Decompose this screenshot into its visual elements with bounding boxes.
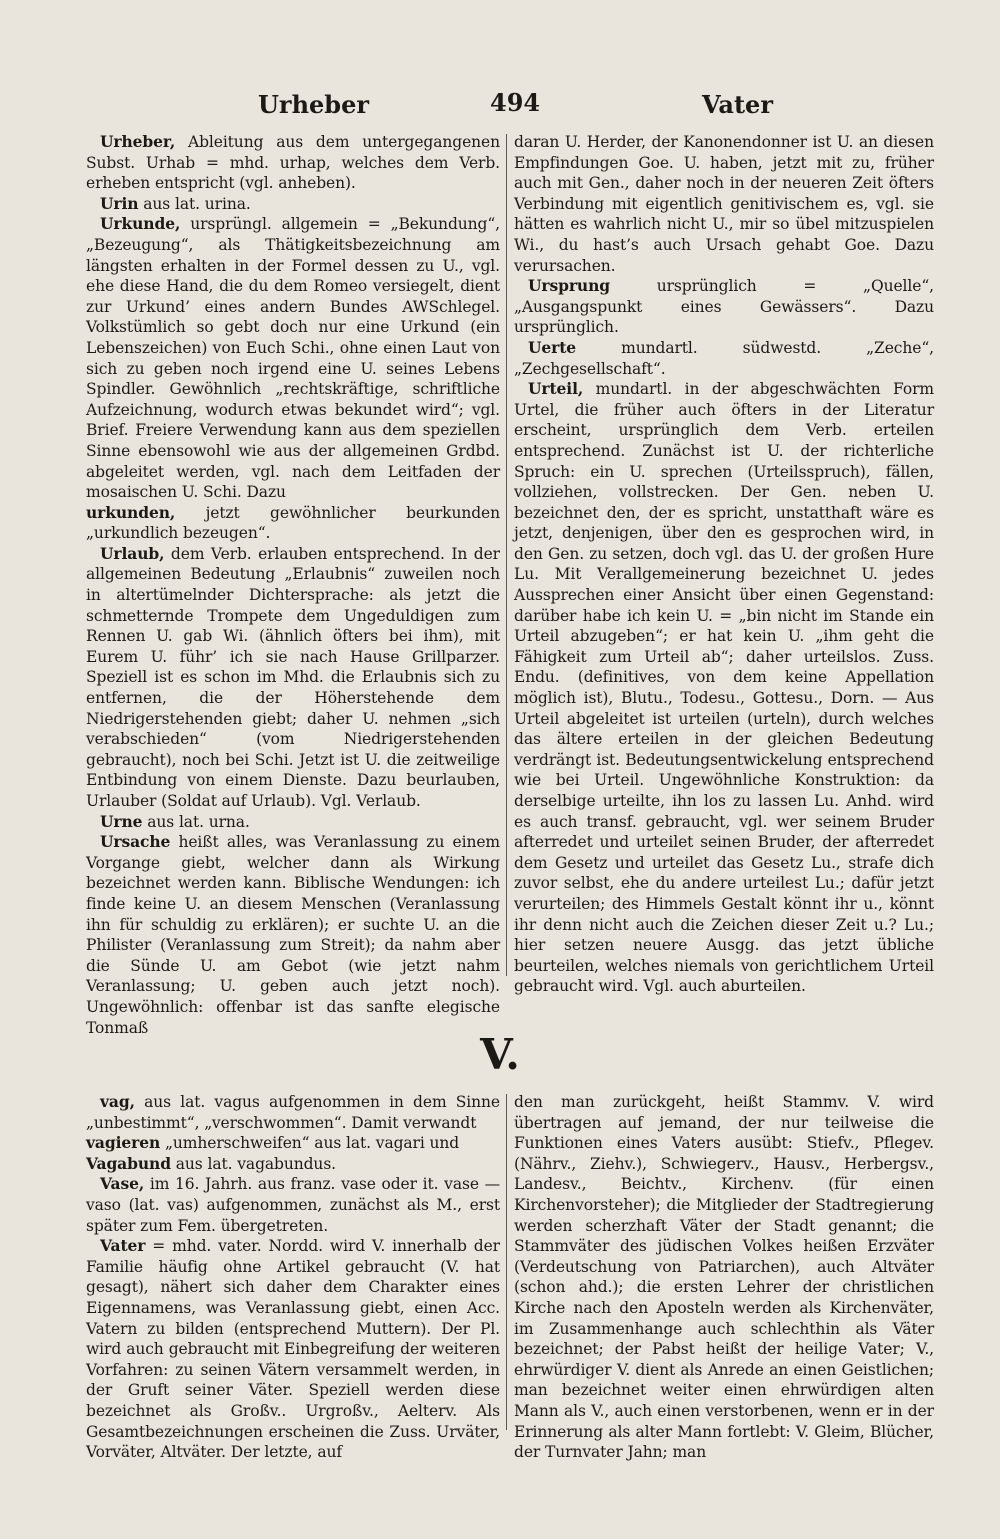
dictionary-entry	[86, 1174, 500, 1236]
dictionary-entry	[86, 194, 500, 215]
dictionary-entry	[86, 214, 500, 502]
dictionary-entry	[86, 1236, 500, 1463]
dictionary-entry	[86, 544, 500, 812]
entry-text: jetzt gewöhnlicher beurkunden „urkundlich bezeugen“.	[86, 503, 500, 543]
dictionary-entry	[514, 379, 934, 997]
dictionary-entry	[514, 1092, 934, 1463]
column-divider-upper	[506, 134, 507, 976]
dictionary-entry	[86, 812, 500, 833]
entry-headword: urkunden,	[86, 502, 176, 522]
entry-text: Ableitung aus dem untergegangenen Subst. Urhab = mhd. urhap, welches dem Verb. erheben entspricht (vgl. anheben).	[86, 133, 500, 193]
dictionary-entry	[86, 832, 500, 1038]
entry-text: aus lat. urina.	[138, 194, 251, 213]
left-headword: Urheber	[258, 90, 369, 119]
column-divider-lower	[506, 1094, 507, 1430]
entry-text: daran U. Herder, der Kanonendonner ist U. an diesen Empfindungen Goe. U. haben, jetzt mit zu, früher auch mit Gen., daher noch in der neueren Zeit öfters Verbindung mit eigentlich genitivischem es, vgl. sie hätten es wahrlich nicht U., mir so übel mitzuspielen Wi., du hast’s auch Ursach gehabt Goe. Dazu verursachen.	[514, 133, 934, 275]
upper-right-column	[514, 132, 934, 997]
entry-headword: Urheber,	[100, 132, 176, 151]
dictionary-entry	[86, 132, 500, 194]
entry-text: aus lat. urna.	[142, 812, 250, 831]
entry-text: dem Verb. erlauben entsprechend. In der allgemeinen Bedeutung „Erlaubnis“ zuweilen noch in altertümelnder Dichtersprache: als jetzt die schmetternde Trompete dem Ungeduldigen zum Rennen U. gab Wi. (ähnlich öfters bei ihm), mit Eurem U. führ’ ich sie nach Hause Grillparzer. Speziell ist es schon im Mhd. die Erlaubnis sich zu entfernen, die der Höherstehende dem Niedrigerstehenden giebt; daher U. nehmen „sich verabschieden“ (vom Niedrigerstehenden gebraucht), noch bei Schi. Jetzt ist U. die zeitweilige Entbindung von einem Dienste. Dazu beurlauben, Urlauber (Soldat auf Urlaub). Vgl. Verlaub.	[86, 544, 500, 810]
entry-headword: Ursache	[100, 832, 171, 852]
entry-headword: Urteil,	[528, 379, 584, 399]
entry-text: „umherschweifen“ aus lat. vagari und	[160, 1134, 460, 1153]
entry-headword: Urin	[100, 193, 139, 213]
entry-headword: vagieren	[86, 1133, 161, 1153]
entry-text: ursprüngl. allgemein = „Bekundung“, „Bezeugung“, als Thätigkeitsbezeichnung am längsten erhalten in der Formel dessen zu U., vgl. ehe diese Hand, die du dem Romeo versiegelt, dient zur Urkund’ eines andern Bundes AWSchlegel. Volkstümlich so gebt doch nur eine Urkund (ein Lebenszeichen) von Euch Schi., ohne einen Laut von sich zu geben noch irgend eine U. seines Lebens Spindler. Gewöhnlich „rechtskräftige, schriftliche Aufzeichnung, wodurch etwas bekundet wird“; vgl. Brief. Freiere Verwendung kann aus dem speziellen Sinne ebensowohl wie aus der allgemeinen Grdbd. abgeleitet werden, vgl. nach dem Leitfaden der mosaischen U. Schi. Dazu	[86, 215, 500, 502]
entry-headword: Urlaub,	[100, 543, 165, 563]
lower-right-column	[514, 1092, 934, 1463]
entry-text: im 16. Jahrh. aus franz. vase oder it. vase — vaso (lat. vas) aufgenommen, zunächst als M., erst später zum Fem. übergetreten.	[86, 1175, 500, 1235]
entry-headword: Vagabund	[86, 1153, 171, 1173]
upper-left-column	[86, 132, 500, 1038]
entry-text: = mhd. vater. Nordd. wird V. innerhalb der Familie häufig ohne Artikel gebraucht (V. hat gesagt), nähert sich daher dem Charakter eines Eigennamens, was Veranlassung giebt, einen Acc. Vatern zu bilden (entsprechend Muttern). Der Pl. wird auch gebraucht mit Einbegreifung der weiteren Vorfahren: zu seinen Vätern versammelt werden, in der Gruft seiner Väter. Speziell werden diese bezeichnet als Großv.. Urgroßv., Aelterv. Als Gesamtbezeichnungen erscheinen die Zuss. Urväter, Vorväter, Altväter. Der letzte, auf	[86, 1237, 500, 1462]
lower-left-column	[86, 1092, 500, 1463]
entry-headword: Uerte	[528, 337, 577, 357]
entry-headword: Urkunde,	[100, 214, 181, 234]
dictionary-entry	[514, 338, 934, 379]
entry-headword: vag,	[100, 1092, 135, 1111]
entry-text: heißt alles, was Veranlassung zu einem Vorgange giebt, welcher dann als Wirkung bezeichnet werden kann. Biblische Wendungen: ich finde keine U. an diesem Menschen (Veranlassung ihn für schuldig zu erklären); er suchte U. an die Philister (Veranlassung zum Streit); da nahm aber die Sünde U. am Gebot (wie jetzt nahm Veranlassung; U. geben auch jetzt noch). Ungewöhnlich: offenbar ist das sanfte elegische Tonmaß	[86, 833, 500, 1037]
section-letter: V.	[480, 1030, 520, 1079]
dictionary-entry	[86, 503, 500, 544]
dictionary-entry	[514, 132, 934, 276]
entry-text: den man zurückgeht, heißt Stammv. V. wird übertragen auf jemand, der nur teilweise die Funktionen eines Vaters ausübt: Stiefv., Pflegev. (Nährv., Ziehv.), Schwiegerv., Hausv., Herbergsv., Landesv., Beichtv., Kirchenv. (für einen Kirchenvorsteher); die Mitglieder der Stadtregierung werden scherzhaft Väter der Stadt genannt; die Stammväter des jüdischen Volkes heißen Erzväter (Verdeutschung von Patriarchen), auch Altväter (schon ahd.); die ersten Lehrer der christlichen Kirche nach den Aposteln werden als Kirchenväter, im Zusammenhange auch schlechthin als Väter bezeichnet; der Pabst heißt der heilige Vater; V., ehrwürdiger V. dient als Anrede an einen Geistlichen; man bezeichnet weiter einen ehrwürdigen alten Mann als V., auch einen verstorbenen, wenn er in der Erinnerung als alter Mann fortlebt: V. Gleim, Blücher, der Turnvater Jahn; man	[514, 1093, 934, 1462]
dictionary-entry	[86, 1154, 500, 1175]
entry-text: ursprünglich = „Quelle“, „Ausgangspunkt eines Gewässers“. Dazu ursprünglich.	[514, 277, 934, 337]
entry-headword: Vater	[100, 1236, 146, 1256]
entry-text: mundartl. in der abgeschwächten Form Urtel, die früher auch öfters in der Literatur erscheint, ursprünglich dem Verb. erteilen entsprechend. Zunächst ist U. der richterliche Spruch: ein U. sprechen (Urteilsspruch), fällen, vollziehen, vollstrecken. Der Gen. neben U. bezeichnet den, der es spricht, unstatthaft wäre es jetzt, denjenigen, über den es gesprochen wird, in den Gen. zu setzen, doch vgl. das U. der großen Hure Lu. Mit Verallgemeinerung bezeichnet U. jedes Aussprechen einer Ansicht über einen Gegenstand: darüber habe ich kein U. = „bin nicht im Stande ein Urteil abzugeben“; er hat kein U. „ihm geht die Fähigkeit zum Urteil ab“; daher urteilslos. Zuss. Endu. (definitives, von dem keine Appellation möglich ist), Blutu., Todesu., Gottesu., Dorn. — Aus Urteil abgeleitet ist urteilen (urteln), durch welches das ältere erteilen in der gleichen Bedeutung verdrängt ist. Bedeutungsentwickelung entsprechend wie bei Urteil. Ungewöhnliche Konstruktion: da derselbige urteilte, ihn los zu lassen Lu. Anhd. wird es auch transf. gebraucht, vgl. wer seinem Bruder afterredet und urteilet seinen Bruder, der afterredet dem Gesetz und urteilet das Gesetz Lu., strafe dich zuvor selbst, ehe du andere urteilest Lu.; dafür jetzt verurteilen; des Himmels Gestalt könnt ihr u., könnt ihr denn nicht auch die Zeichen dieser Zeit u.? Lu.; hier setzen neuere Ausgg. das jetzt übliche beurteilen, welches niemals von gerichtlichem Urteil gebraucht wird. Vgl. auch aburteilen.	[514, 380, 934, 996]
entry-headword: Ursprung	[528, 276, 610, 296]
right-headword: Vater	[702, 90, 773, 119]
dictionary-entry	[86, 1133, 500, 1154]
dictionary-entry	[86, 1092, 500, 1133]
entry-text: aus lat. vagus aufgenommen in dem Sinne „unbestimmt“, „verschwommen“. Damit verwandt	[86, 1093, 500, 1132]
entry-headword: Vase,	[100, 1174, 145, 1194]
page-number: 494	[490, 88, 541, 117]
running-head	[80, 84, 940, 124]
entry-text: mundartl. südwestd. „Zeche“, „Zechgesellschaft“.	[514, 338, 934, 378]
entry-headword: Urne	[100, 811, 143, 831]
dictionary-entry	[514, 276, 934, 338]
entry-text: aus lat. vagabundus.	[170, 1154, 337, 1173]
